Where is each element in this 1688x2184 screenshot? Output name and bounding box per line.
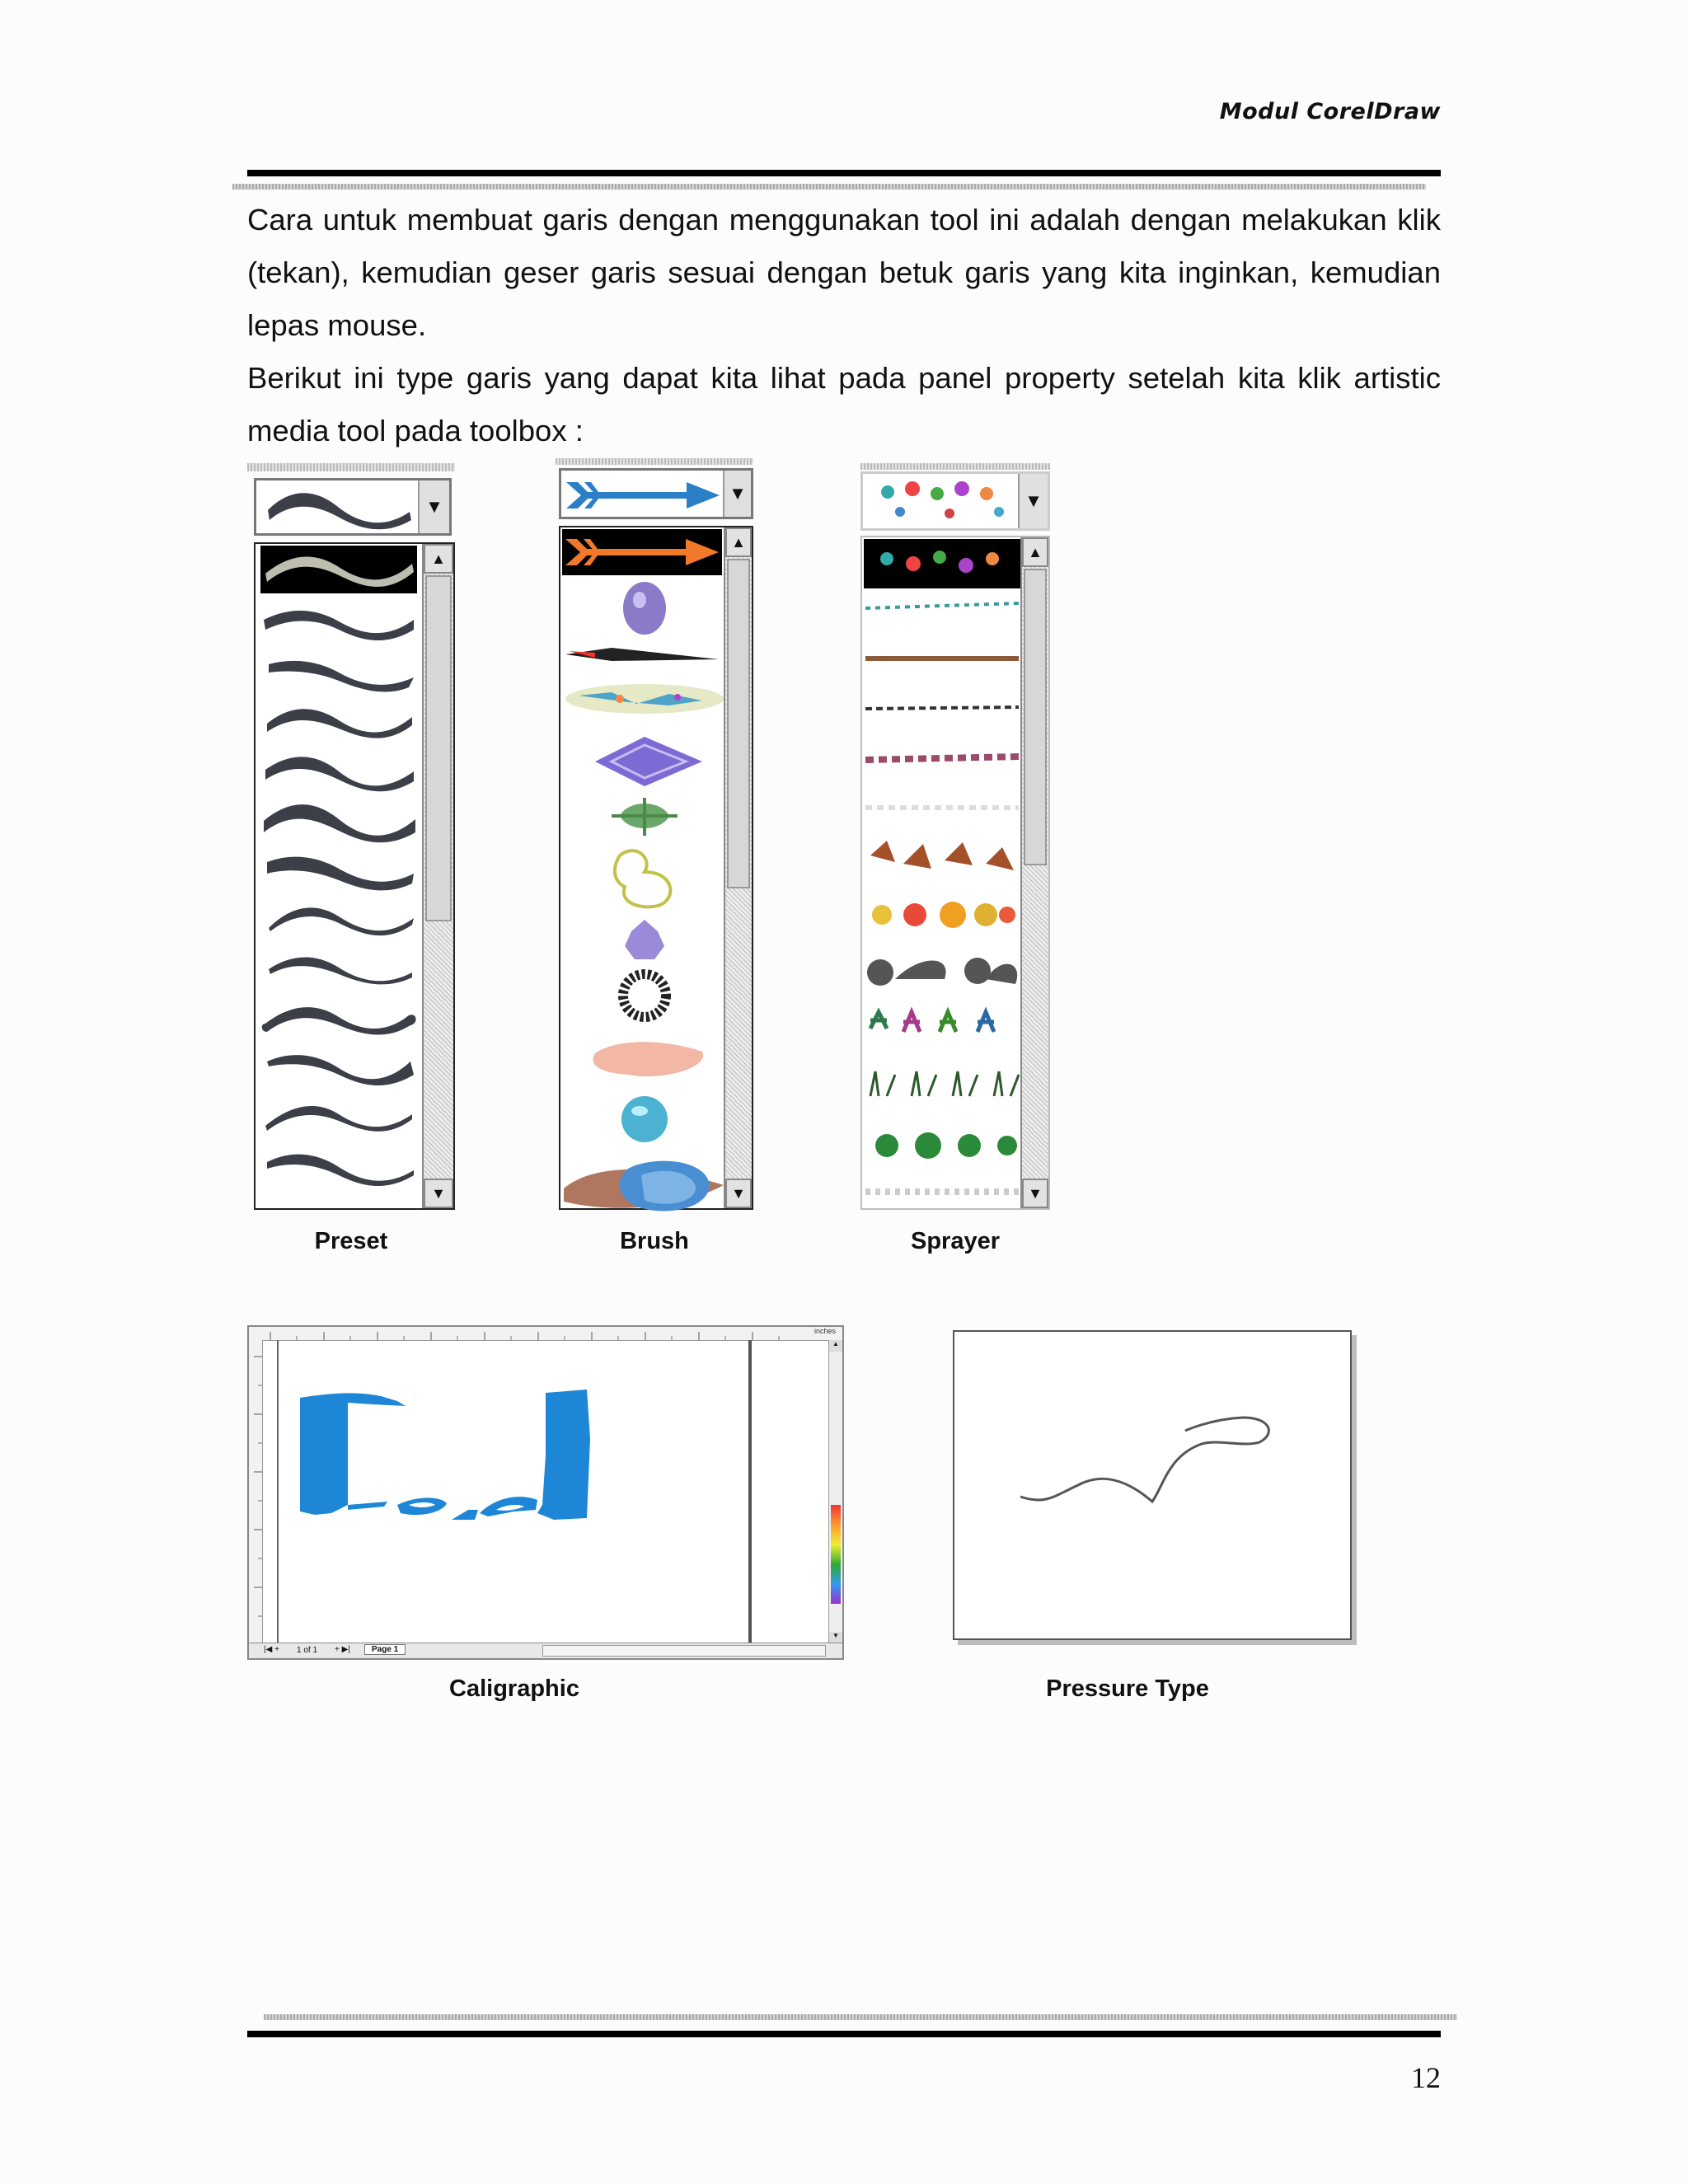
sprayer-samples <box>862 592 1024 1202</box>
sprayer-list[interactable] <box>860 536 1050 1210</box>
caption-brush: Brush <box>620 1228 689 1254</box>
preset-item[interactable] <box>260 796 417 846</box>
preset-stroke-3 <box>260 697 417 747</box>
brush-item-selected[interactable] <box>562 529 722 575</box>
scroll-thumb[interactable] <box>1024 569 1047 865</box>
caption-sprayer: Sprayer <box>910 1228 1000 1254</box>
page-indicator: 1 of 1 <box>297 1646 318 1655</box>
preset-item[interactable] <box>260 944 417 994</box>
scroll-thumb[interactable] <box>727 559 750 888</box>
brush-samples <box>562 575 724 1210</box>
preset-item[interactable] <box>260 1043 417 1093</box>
preset-stroke-4 <box>260 747 417 796</box>
footer-rule <box>247 2031 1441 2037</box>
sprayer-selected-row <box>864 539 1020 588</box>
preset-scrollbar[interactable] <box>422 544 453 1208</box>
preset-stroke-6 <box>260 846 417 895</box>
preset-list[interactable] <box>254 542 455 1210</box>
preset-panel <box>247 463 455 1210</box>
caption-pressure-type: Pressure Type <box>1046 1675 1209 1702</box>
preset-stroke-11 <box>260 1093 417 1142</box>
page-number: 12 <box>1411 2061 1441 2094</box>
vertical-ruler <box>249 1340 263 1643</box>
header-rule <box>247 170 1441 176</box>
panel-top-border <box>860 463 1050 470</box>
preset-item[interactable] <box>260 1093 417 1142</box>
page-nav-buttons[interactable]: |◀ + <box>264 1645 279 1654</box>
preset-item[interactable] <box>260 648 417 697</box>
scroll-up-button[interactable]: ▲ <box>725 527 752 557</box>
preset-item-selected[interactable] <box>260 546 417 593</box>
brush-list[interactable] <box>559 526 753 1210</box>
preset-stroke-12 <box>260 1142 417 1192</box>
preset-selected-stroke <box>260 482 416 535</box>
sprayer-panel <box>860 463 1050 1210</box>
page-border-right <box>748 1340 752 1643</box>
brush-dropdown[interactable] <box>559 468 753 519</box>
page-tab[interactable]: Page 1 <box>364 1644 406 1655</box>
horizontal-ruler-ticks <box>262 1327 839 1340</box>
brush-bottom-shape <box>612 1157 727 1215</box>
horizontal-ruler <box>249 1327 842 1341</box>
vertical-scrollbar[interactable] <box>828 1340 842 1643</box>
sprayer-item-selected[interactable] <box>864 539 1020 588</box>
scroll-down-button[interactable]: ▼ <box>1022 1179 1048 1208</box>
preset-stroke-9 <box>260 994 417 1043</box>
preset-item[interactable] <box>260 598 417 648</box>
preset-dropdown-arrow[interactable]: ▼ <box>418 480 449 533</box>
caligraphic-corel-drawing <box>298 1390 727 1554</box>
color-palette[interactable] <box>831 1505 841 1604</box>
preset-item[interactable] <box>260 846 417 895</box>
scroll-up-button[interactable]: ▲ <box>424 544 453 574</box>
pressure-drawing-frame <box>953 1330 1352 1640</box>
preset-item[interactable] <box>260 697 417 747</box>
pressure-stroke <box>954 1332 1350 1638</box>
sprayer-dropdown[interactable] <box>860 471 1050 531</box>
preset-stroke-1 <box>260 598 417 648</box>
preset-stroke-2 <box>260 648 417 697</box>
preset-stroke-7 <box>260 895 417 944</box>
vertical-ruler-ticks <box>249 1340 262 1645</box>
sprayer-scrollbar[interactable] <box>1020 537 1048 1208</box>
page-nav-buttons-right[interactable]: + ▶| <box>335 1645 350 1654</box>
footer-rule-shadow <box>264 2014 1457 2020</box>
ruler-unit-label: inches <box>814 1327 836 1335</box>
panel-top-border <box>556 458 753 465</box>
brush-selected-arrow <box>563 472 724 518</box>
scroll-down-button[interactable]: ▼ <box>424 1179 453 1208</box>
brush-panel <box>556 458 753 1210</box>
scroll-thumb[interactable] <box>425 575 452 921</box>
preset-stroke-8 <box>260 944 417 994</box>
scroll-down-button[interactable]: ▼ <box>829 1632 842 1643</box>
preset-item[interactable] <box>260 1142 417 1192</box>
sprayer-selected-sample <box>863 474 1020 528</box>
preset-item[interactable] <box>260 895 417 944</box>
preset-stroke-0 <box>260 546 417 593</box>
brush-dropdown-arrow[interactable]: ▼ <box>723 471 751 517</box>
preset-dropdown[interactable] <box>254 478 452 536</box>
sprayer-dropdown-arrow[interactable]: ▼ <box>1018 474 1048 528</box>
paragraph-1: Cara untuk membuat garis dengan menggunakan tool ini adalah dengan melakukan klik (tekan), kemudian geser garis sesuai dengan betuk garis yang kita inginkan, kemudian lepas mouse. <box>247 203 1441 342</box>
caption-caligraphic: Caligraphic <box>449 1675 579 1702</box>
preset-stroke-10 <box>260 1043 417 1093</box>
preset-stroke-5 <box>260 796 417 846</box>
page-border-left <box>277 1340 279 1643</box>
paragraph-2: Berikut ini type garis yang dapat kita lihat pada panel property setelah kita klik artistic media tool pada toolbox : <box>247 361 1441 448</box>
scroll-down-button[interactable]: ▼ <box>725 1179 752 1208</box>
preset-item[interactable] <box>260 747 417 796</box>
scroll-up-button[interactable]: ▲ <box>829 1340 842 1352</box>
header-rule-shadow <box>232 184 1426 190</box>
caption-preset: Preset <box>314 1228 388 1254</box>
brush-orange-arrow <box>562 529 724 575</box>
status-bar <box>249 1643 842 1658</box>
preset-item[interactable] <box>260 994 417 1043</box>
caligraphic-window <box>247 1325 844 1660</box>
body-text <box>247 194 1441 457</box>
brush-scrollbar[interactable] <box>724 527 752 1208</box>
horizontal-scrollbar[interactable] <box>542 1645 826 1657</box>
panel-top-border <box>247 463 455 471</box>
running-header-title: Modul CorelDraw <box>1219 99 1441 124</box>
scroll-up-button[interactable]: ▲ <box>1022 537 1048 567</box>
